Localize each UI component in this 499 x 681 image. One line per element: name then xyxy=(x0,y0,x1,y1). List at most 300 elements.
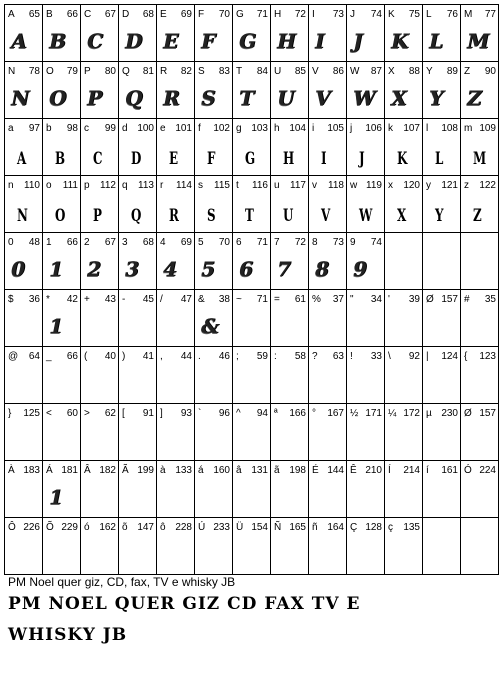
cell-code: 73 xyxy=(332,237,344,248)
cell-label xyxy=(426,8,458,21)
cell-character: J xyxy=(350,9,355,20)
glyph-cell xyxy=(347,518,385,575)
cell-character: É xyxy=(312,465,319,476)
glyph-preview: L xyxy=(429,29,444,53)
cell-character: C xyxy=(84,9,92,20)
glyph-preview: C xyxy=(87,29,103,53)
glyph-cell xyxy=(195,233,233,290)
glyph-preview: P xyxy=(87,86,103,110)
cell-code: 198 xyxy=(289,465,306,476)
glyph-cell xyxy=(309,461,347,518)
cell-code: 97 xyxy=(28,123,40,134)
glyph-preview: P xyxy=(93,206,102,226)
cell-character: f xyxy=(198,123,201,134)
cell-label xyxy=(350,521,382,534)
glyph-cell xyxy=(43,5,81,62)
cell-label xyxy=(46,407,78,420)
cell-character: 1 xyxy=(46,237,52,248)
cell-code: 66 xyxy=(66,237,78,248)
cell-label xyxy=(160,8,192,21)
glyph-cell xyxy=(157,518,195,575)
cell-label xyxy=(312,407,344,420)
cell-character: P xyxy=(84,66,91,77)
cell-character: z xyxy=(464,180,469,191)
cell-character: r xyxy=(160,180,164,191)
glyph-cell xyxy=(195,461,233,518)
glyph-preview: W xyxy=(359,206,373,226)
cell-character: Ø xyxy=(464,408,472,419)
cell-label xyxy=(274,179,306,192)
glyph-cell xyxy=(119,290,157,347)
cell-code: 106 xyxy=(365,123,382,134)
cell-character: ½ xyxy=(350,408,359,419)
cell-code: 86 xyxy=(332,66,344,77)
glyph-cell xyxy=(461,176,499,233)
cell-code: 116 xyxy=(252,180,268,191)
cell-code: 88 xyxy=(408,66,420,77)
glyph-cell xyxy=(233,233,271,290)
glyph-cell xyxy=(119,347,157,404)
cell-code: 162 xyxy=(99,522,116,533)
cell-label xyxy=(198,407,230,420)
cell-label xyxy=(160,464,192,477)
cell-character: ^ xyxy=(236,408,241,419)
cell-code: 154 xyxy=(251,522,268,533)
glyph-cell xyxy=(81,233,119,290)
glyph-cell xyxy=(423,233,461,290)
glyph-preview: 1 xyxy=(49,485,63,509)
cell-character: Õ xyxy=(46,522,54,533)
cell-code: 33 xyxy=(370,351,382,362)
cell-code: 114 xyxy=(176,180,192,191)
cell-character: n xyxy=(8,180,14,191)
cell-label xyxy=(236,350,268,363)
cell-label xyxy=(236,521,268,534)
glyph-preview: A xyxy=(17,149,27,169)
cell-label xyxy=(84,293,116,306)
cell-character: | xyxy=(426,351,429,362)
glyph-cell xyxy=(157,404,195,461)
cell-label xyxy=(84,236,116,249)
cell-character: ñ xyxy=(312,522,318,533)
glyph-preview: G xyxy=(239,29,257,53)
cell-character: Ø xyxy=(426,294,434,305)
cell-character: " xyxy=(350,294,354,305)
cell-label xyxy=(312,464,344,477)
cell-code: 38 xyxy=(218,294,230,305)
cell-code: 199 xyxy=(137,465,154,476)
cell-code: 79 xyxy=(66,66,78,77)
cell-code: 77 xyxy=(484,9,496,20)
glyph-cell xyxy=(5,518,43,575)
glyph-preview: S xyxy=(207,206,216,226)
cell-label xyxy=(350,350,382,363)
grid-row xyxy=(5,290,499,347)
glyph-preview: M xyxy=(473,149,487,169)
glyph-cell xyxy=(43,176,81,233)
cell-label xyxy=(46,236,78,249)
glyph-cell xyxy=(423,5,461,62)
grid-row xyxy=(5,62,499,119)
cell-code: 71 xyxy=(256,294,268,305)
cell-code: 157 xyxy=(479,408,496,419)
cell-code: 66 xyxy=(66,9,78,20)
cell-code: 233 xyxy=(213,522,230,533)
glyph-cell xyxy=(43,62,81,119)
cell-code: 43 xyxy=(104,294,116,305)
cell-label xyxy=(122,179,154,192)
cell-character: ` xyxy=(198,408,202,419)
cell-label xyxy=(46,293,78,306)
cell-code: 47 xyxy=(180,294,192,305)
cell-character: D xyxy=(122,9,130,20)
cell-code: 166 xyxy=(289,408,306,419)
cell-code: 228 xyxy=(175,522,192,533)
cell-label xyxy=(160,407,192,420)
glyph-cell xyxy=(461,347,499,404)
cell-label xyxy=(160,350,192,363)
glyph-preview: F xyxy=(201,29,216,53)
cell-code: 68 xyxy=(142,9,154,20)
glyph-cell xyxy=(347,62,385,119)
glyph-cell xyxy=(81,461,119,518)
cell-code: 157 xyxy=(441,294,458,305)
cell-character: = xyxy=(274,294,280,305)
cell-character: Z xyxy=(464,66,471,77)
glyph-cell xyxy=(423,176,461,233)
cell-code: 123 xyxy=(479,351,496,362)
glyph-cell xyxy=(309,5,347,62)
cell-label xyxy=(274,8,306,21)
cell-character: Ã xyxy=(122,465,129,476)
glyph-preview: C xyxy=(93,149,103,169)
cell-character: Ê xyxy=(350,465,357,476)
glyph-preview: 1 xyxy=(49,314,63,338)
glyph-cell xyxy=(271,518,309,575)
glyph-cell xyxy=(271,347,309,404)
cell-label xyxy=(122,350,154,363)
cell-code: 81 xyxy=(142,66,154,77)
cell-label xyxy=(8,407,40,420)
cell-character: H xyxy=(274,9,282,20)
cell-character: > xyxy=(84,408,90,419)
glyph-cell xyxy=(423,119,461,176)
glyph-cell xyxy=(423,518,461,575)
cell-code: 109 xyxy=(479,123,496,134)
glyph-preview: K xyxy=(391,29,409,53)
font-sample-line-1: PM NOEL QUER GIZ CD FAX TV E xyxy=(8,594,361,614)
cell-code: 80 xyxy=(104,66,116,77)
grid-row xyxy=(5,518,499,575)
cell-label xyxy=(8,350,40,363)
cell-character: T xyxy=(236,66,243,77)
cell-code: 78 xyxy=(28,66,40,77)
grid-row xyxy=(5,347,499,404)
cell-code: 125 xyxy=(23,408,40,419)
cell-label xyxy=(198,350,230,363)
cell-label xyxy=(236,179,268,192)
glyph-cell xyxy=(461,518,499,575)
glyph-cell xyxy=(385,5,423,62)
cell-character: â xyxy=(236,465,242,476)
cell-code: 96 xyxy=(218,408,230,419)
cell-code: 91 xyxy=(142,408,154,419)
glyph-cell xyxy=(385,404,423,461)
glyph-cell xyxy=(119,233,157,290)
cell-code: 36 xyxy=(28,294,40,305)
grid-row xyxy=(5,461,499,518)
cell-character: ! xyxy=(350,351,353,362)
glyph-cell xyxy=(347,119,385,176)
cell-label xyxy=(312,236,344,249)
glyph-preview: G xyxy=(245,149,256,169)
cell-code: 230 xyxy=(441,408,458,419)
grid-row xyxy=(5,176,499,233)
cell-label xyxy=(84,122,116,135)
cell-character: ( xyxy=(84,351,88,362)
glyph-cell xyxy=(81,347,119,404)
cell-code: 135 xyxy=(403,522,420,533)
cell-character: ~ xyxy=(236,294,242,305)
glyph-preview: H xyxy=(283,149,295,169)
cell-character: V xyxy=(312,66,319,77)
cell-label xyxy=(160,521,192,534)
glyph-cell xyxy=(233,461,271,518)
cell-code: 103 xyxy=(251,123,268,134)
glyph-cell xyxy=(385,233,423,290)
glyph-preview: O xyxy=(49,86,67,110)
glyph-cell xyxy=(5,347,43,404)
cell-character: h xyxy=(274,123,280,134)
cell-label xyxy=(274,122,306,135)
glyph-preview: J xyxy=(359,149,365,169)
cell-label xyxy=(198,8,230,21)
cell-label xyxy=(426,179,458,192)
cell-character: í xyxy=(426,465,429,476)
glyph-cell xyxy=(195,290,233,347)
cell-code: 99 xyxy=(104,123,116,134)
glyph-cell xyxy=(385,176,423,233)
cell-code: 58 xyxy=(294,351,306,362)
glyph-cell xyxy=(5,404,43,461)
cell-character: 4 xyxy=(160,237,166,248)
glyph-cell xyxy=(233,347,271,404)
cell-character: L xyxy=(426,9,432,20)
cell-character: Ü xyxy=(236,522,244,533)
glyph-cell xyxy=(157,290,195,347)
cell-label xyxy=(236,65,268,78)
cell-character: p xyxy=(84,180,90,191)
cell-code: 167 xyxy=(327,408,344,419)
cell-character: O xyxy=(46,66,54,77)
cell-code: 92 xyxy=(408,351,420,362)
glyph-cell xyxy=(43,119,81,176)
glyph-cell xyxy=(5,119,43,176)
cell-label xyxy=(426,407,458,420)
cell-label xyxy=(84,179,116,192)
cell-label xyxy=(274,65,306,78)
cell-label xyxy=(160,65,192,78)
glyph-cell xyxy=(461,62,499,119)
cell-label xyxy=(122,521,154,534)
glyph-preview: B xyxy=(49,29,66,53)
cell-code: 101 xyxy=(175,123,192,134)
cell-code: 164 xyxy=(327,522,344,533)
grid-row xyxy=(5,404,499,461)
cell-code: 119 xyxy=(366,180,382,191)
cell-character: 2 xyxy=(84,237,90,248)
cell-character: a xyxy=(8,123,14,134)
cell-code: 210 xyxy=(365,465,382,476)
glyph-preview: M xyxy=(467,29,490,53)
cell-code: 61 xyxy=(294,294,306,305)
cell-character: ' xyxy=(388,294,390,305)
cell-label xyxy=(84,407,116,420)
cell-label xyxy=(464,179,496,192)
glyph-cell xyxy=(423,347,461,404)
glyph-cell xyxy=(385,62,423,119)
cell-label xyxy=(122,8,154,21)
cell-code: 44 xyxy=(180,351,192,362)
cell-label xyxy=(198,464,230,477)
cell-character: ? xyxy=(312,351,318,362)
cell-label xyxy=(236,464,268,477)
glyph-cell xyxy=(233,176,271,233)
glyph-cell xyxy=(119,5,157,62)
cell-character: < xyxy=(46,408,52,419)
cell-character: À xyxy=(8,465,15,476)
glyph-preview: 8 xyxy=(315,257,329,281)
cell-code: 59 xyxy=(256,351,268,362)
grid-row xyxy=(5,119,499,176)
cell-code: 75 xyxy=(408,9,420,20)
cell-label xyxy=(8,8,40,21)
cell-character: E xyxy=(160,9,167,20)
cell-character: R xyxy=(160,66,168,77)
cell-character: S xyxy=(198,66,205,77)
cell-code: 214 xyxy=(403,465,420,476)
glyph-cell xyxy=(5,290,43,347)
glyph-cell xyxy=(5,62,43,119)
cell-character: ) xyxy=(122,351,126,362)
glyph-cell xyxy=(157,5,195,62)
glyph-preview: U xyxy=(283,206,294,226)
character-map-grid xyxy=(4,4,499,575)
glyph-cell xyxy=(5,233,43,290)
glyph-preview: 5 xyxy=(201,257,215,281)
cell-label xyxy=(312,350,344,363)
cell-label xyxy=(198,293,230,306)
cell-character: v xyxy=(312,180,317,191)
cell-label xyxy=(46,122,78,135)
cell-label xyxy=(312,122,344,135)
cell-character: A xyxy=(8,9,15,20)
glyph-cell xyxy=(81,62,119,119)
cell-code: 183 xyxy=(23,465,40,476)
glyph-cell xyxy=(157,176,195,233)
cell-code: 68 xyxy=(142,237,154,248)
glyph-preview: T xyxy=(239,86,254,110)
cell-label xyxy=(350,122,382,135)
glyph-cell xyxy=(43,461,81,518)
cell-label xyxy=(464,407,496,420)
cell-label xyxy=(84,521,116,534)
glyph-preview: I xyxy=(321,149,327,169)
glyph-preview: Q xyxy=(125,86,143,110)
cell-code: 70 xyxy=(218,237,230,248)
glyph-preview: K xyxy=(397,149,408,169)
cell-label xyxy=(274,350,306,363)
cell-label xyxy=(388,464,420,477)
glyph-cell xyxy=(385,347,423,404)
cell-character: K xyxy=(388,9,395,20)
glyph-preview: Y xyxy=(429,86,444,110)
glyph-cell xyxy=(233,290,271,347)
cell-code: 39 xyxy=(408,294,420,305)
cell-code: 112 xyxy=(100,180,116,191)
glyph-cell xyxy=(43,347,81,404)
cell-character: à xyxy=(160,465,166,476)
cell-code: 67 xyxy=(104,9,116,20)
cell-character: b xyxy=(46,123,52,134)
cell-code: 34 xyxy=(370,294,382,305)
glyph-cell xyxy=(233,62,271,119)
glyph-cell xyxy=(5,5,43,62)
glyph-cell xyxy=(347,290,385,347)
cell-label xyxy=(46,464,78,477)
glyph-preview: L xyxy=(435,149,444,169)
cell-character: 6 xyxy=(236,237,242,248)
cell-label xyxy=(84,8,116,21)
glyph-cell xyxy=(423,290,461,347)
cell-label xyxy=(122,236,154,249)
cell-code: 87 xyxy=(370,66,382,77)
cell-code: 90 xyxy=(484,66,496,77)
cell-label xyxy=(8,521,40,534)
cell-code: 71 xyxy=(256,237,268,248)
cell-character: 9 xyxy=(350,237,356,248)
glyph-cell xyxy=(347,176,385,233)
cell-label xyxy=(160,122,192,135)
glyph-cell xyxy=(119,62,157,119)
cell-code: 144 xyxy=(327,465,344,476)
glyph-preview: V xyxy=(315,86,331,110)
glyph-preview: F xyxy=(207,149,216,169)
cell-character: [ xyxy=(122,408,125,419)
cell-character: 3 xyxy=(122,237,128,248)
glyph-cell xyxy=(157,347,195,404)
cell-character: Ú xyxy=(198,522,206,533)
cell-label xyxy=(350,407,382,420)
cell-code: 110 xyxy=(24,180,40,191)
glyph-preview: N xyxy=(17,206,28,226)
glyph-cell xyxy=(81,518,119,575)
glyph-cell xyxy=(43,518,81,575)
glyph-preview: V xyxy=(321,206,331,226)
cell-code: 73 xyxy=(332,9,344,20)
glyph-preview: S xyxy=(201,86,216,110)
character-map-body xyxy=(5,5,499,575)
glyph-preview: U xyxy=(277,86,295,110)
glyph-cell xyxy=(347,233,385,290)
glyph-cell xyxy=(423,62,461,119)
cell-code: 46 xyxy=(218,351,230,362)
glyph-cell xyxy=(233,518,271,575)
glyph-preview: 6 xyxy=(239,257,253,281)
cell-character: ; xyxy=(236,351,239,362)
glyph-preview: T xyxy=(245,206,254,226)
glyph-cell xyxy=(461,233,499,290)
